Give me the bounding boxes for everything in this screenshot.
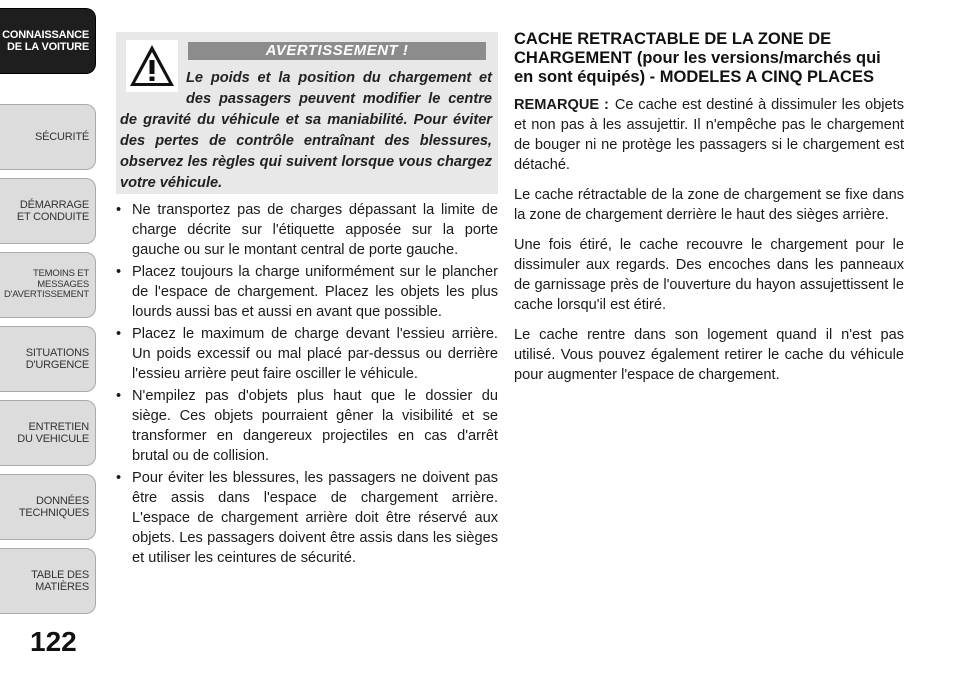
- tab-entretien-du-vehicule[interactable]: [0, 400, 96, 466]
- tab-label: SÉCURITÉ: [34, 131, 89, 143]
- section-heading: CACHE RETRACTABLE DE LA ZONE DE CHARGEMENT (pour les versions/marchés qui en sont équipés) - MODELES A CINQ PLACES: [514, 30, 881, 86]
- tab-table-des-matieres[interactable]: [0, 548, 96, 614]
- tab-donnees-techniques[interactable]: [0, 474, 96, 540]
- paragraph: Une fois étiré, le cache recouvre le chargement pour le dissimuler aux regards. Des encoches dans les panneaux de garnissage près de l'ouverture du hayon assujettissent le cache lorsqu'il est étiré.: [514, 237, 904, 313]
- tab-label: TEMOINS ET MESSAGES D'AVERTISSEMENT: [3, 268, 89, 301]
- tab-label: ENTRETIEN DU VEHICULE: [17, 421, 89, 445]
- paragraph: Le cache rentre dans son logement quand il n'est pas utilisé. Vous pouvez également retirer le cache du véhicule pour augmenter l'espace de chargement.: [514, 327, 904, 383]
- warning-box: [116, 32, 498, 194]
- note-label: REMARQUE :: [514, 97, 609, 113]
- cargo-cover-section: [514, 30, 904, 395]
- page-number: 122: [30, 626, 77, 657]
- list-item: • Pour éviter les blessures, les passagers ne doivent pas être assis dans l'espace de chargement arrière. L'espace de chargement arrière doit être réservé aux objets. Les passagers doivent être assis dans les sièges et utiliser les ceintures de sécurité.: [112, 468, 498, 568]
- paragraph: Le cache rétractable de la zone de chargement se fixe dans la zone de chargement derrière le haut des sièges arrière.: [514, 187, 904, 223]
- loading-rules-list: [112, 200, 498, 570]
- tab-label: CONNAISSANCE DE LA VOITURE: [2, 29, 89, 53]
- tab-situations-d-urgence[interactable]: [0, 326, 96, 392]
- list-item: • Ne transportez pas de charges dépassant la limite de charge décrite sur l'étiquette apposée sur la porte gauche ou sur le montant central de porte gauche.: [112, 200, 498, 260]
- list-item: • Placez toujours la charge uniformément sur le plancher de l'espace de chargement. Placez les objets les plus lourds aussi bas et aussi en avant que possible.: [112, 262, 498, 322]
- tab-label: SITUATIONS D'URGENCE: [25, 347, 89, 371]
- tab-label: TABLE DES MATIÈRES: [31, 569, 89, 593]
- tab-label: DÉMARRAGE ET CONDUITE: [16, 199, 89, 223]
- tab-demarrage-et-conduite[interactable]: [0, 178, 96, 244]
- tab-temoins-et-messages[interactable]: [0, 252, 96, 318]
- tab-connaissance-de-la-voiture[interactable]: [0, 8, 96, 74]
- warning-title: AVERTISSEMENT !: [188, 42, 486, 60]
- tab-label: DONNÉES TECHNIQUES: [18, 495, 89, 519]
- warning-text: [120, 68, 492, 194]
- note-paragraph: [514, 95, 904, 175]
- warning-text-content: Le poids et la position du chargement et des passagers peuvent modifier le centre de gravité du véhicule et sa maniabilité. Pour éviter des pertes de contrôle entraînant des blessures, observez les règles qui suivent lorsque vous chargez votre véhicule.: [120, 70, 492, 191]
- list-item: • Placez le maximum de charge devant l'essieu arrière. Un poids excessif ou mal placé par-dessus ou derrière l'essieu arrière peut faire osciller le véhicule.: [112, 324, 498, 384]
- note-text: Ce cache est destiné à dissimuler les objets et non pas à les assujettir. Il n'empêche pas le chargement de bouger ni ne protège les passagers si le chargement est détaché.: [514, 97, 904, 173]
- chapter-tabs: [0, 0, 100, 678]
- tab-securite[interactable]: [0, 104, 96, 170]
- list-item: • N'empilez pas d'objets plus haut que le dossier du siège. Ces objets pourraient gêner la visibilité et se transformer en dangereux projectiles en cas d'arrêt brutal ou de collision.: [112, 386, 498, 466]
